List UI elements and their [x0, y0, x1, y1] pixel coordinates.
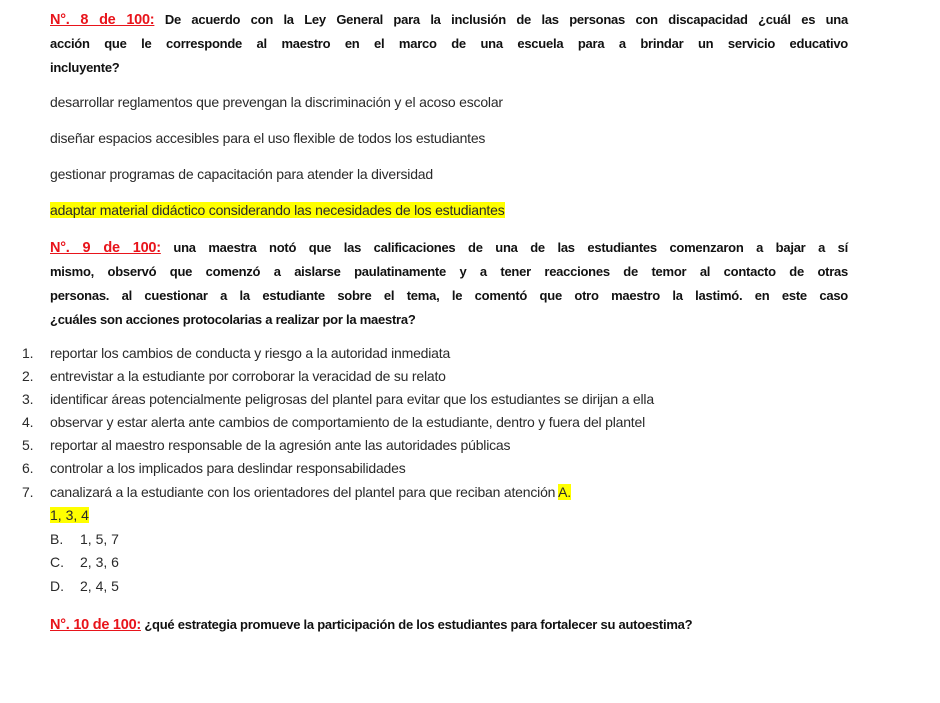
list-item: [22, 437, 510, 453]
question-text: De acuerdo con la Ley General para la inclusión de las personas con discapacidad ¿cuál es una: [164, 12, 848, 27]
answer-option: diseñar espacios accesibles para el uso flexible de todos los estudiantes: [50, 130, 486, 146]
item-text: canalizará a la estudiante con los orientadores del plantel para que reciban atención: [50, 484, 559, 500]
item-number: 1.: [22, 345, 34, 361]
list-item: [22, 345, 450, 361]
item-number: 6.: [22, 460, 34, 476]
question-text: personas. al cuestionar a la estudiante sobre el tema, le comentó que otro maestro la lastimó. en este caso: [50, 288, 848, 303]
question-text: una maestra notó que las calificaciones de una de las estudiantes comenzaron a bajar a sí: [173, 240, 848, 255]
question-text: incluyente?: [50, 60, 120, 75]
item-text: entrevistar a la estudiante por corroborar la veracidad de su relato: [50, 368, 446, 384]
question-8: [50, 8, 848, 80]
question-number: N°. 8 de 100:: [50, 12, 155, 28]
item-number: 4.: [22, 414, 34, 430]
answer-option: gestionar programas de capacitación para atender la diversidad: [50, 166, 433, 182]
list-item: [22, 460, 406, 476]
question-10: [50, 613, 848, 637]
question-text: ¿cuáles son acciones protocolarias a realizar por la maestra?: [50, 312, 416, 327]
item-number: 5.: [22, 437, 34, 453]
question-text: acción que le corresponde al maestro en el marco de una escuela para a brindar un servicio educativo: [50, 36, 848, 51]
item-number: 2.: [22, 368, 34, 384]
choice-a-letter: A.: [558, 484, 571, 500]
question-number: N°. 10 de 100:: [50, 617, 141, 633]
choice-letter: D.: [50, 578, 64, 594]
answer-option-correct: adaptar material didáctico considerando las necesidades de los estudiantes: [50, 202, 505, 218]
question-text: mismo, observó que comenzó a aislarse paulatinamente y a tener reacciones de temor al contacto de otras: [50, 264, 848, 279]
item-text: identificar áreas potencialmente peligrosas del plantel para evitar que los estudiantes se dirijan a ella: [50, 391, 654, 407]
list-item: [22, 391, 654, 407]
item-text: observar y estar alerta ante cambios de comportamiento de la estudiante, dentro y fuera del plantel: [50, 414, 645, 430]
question-text: ¿qué estrategia promueve la participación de los estudiantes para fortalecer su autoestima?: [144, 617, 693, 632]
item-number: 7.: [22, 484, 34, 500]
choice-d: [50, 578, 119, 594]
choice-value: 2, 3, 6: [80, 554, 119, 570]
item-text: reportar los cambios de conducta y riesgo a la autoridad inmediata: [50, 345, 451, 361]
item-text: controlar a los implicados para deslindar responsabilidades: [50, 460, 406, 476]
choice-value: 1, 5, 7: [80, 531, 119, 547]
list-item: [22, 368, 446, 384]
choice-b: [50, 531, 119, 547]
item-text: reportar al maestro responsable de la agresión ante las autoridades públicas: [50, 437, 511, 453]
choice-letter: B.: [50, 531, 64, 547]
choice-c: [50, 554, 119, 570]
list-item: [22, 484, 571, 500]
choice-letter: C.: [50, 554, 64, 570]
choice-a-correct: 1, 3, 4: [50, 507, 89, 523]
answer-option: desarrollar reglamentos que prevengan la discriminación y el acoso escolar: [50, 94, 503, 110]
list-item: [22, 414, 645, 430]
item-number: 3.: [22, 391, 34, 407]
question-9: [50, 236, 848, 332]
question-number: N°. 9 de 100:: [50, 240, 161, 256]
choice-value: 2, 4, 5: [80, 578, 119, 594]
